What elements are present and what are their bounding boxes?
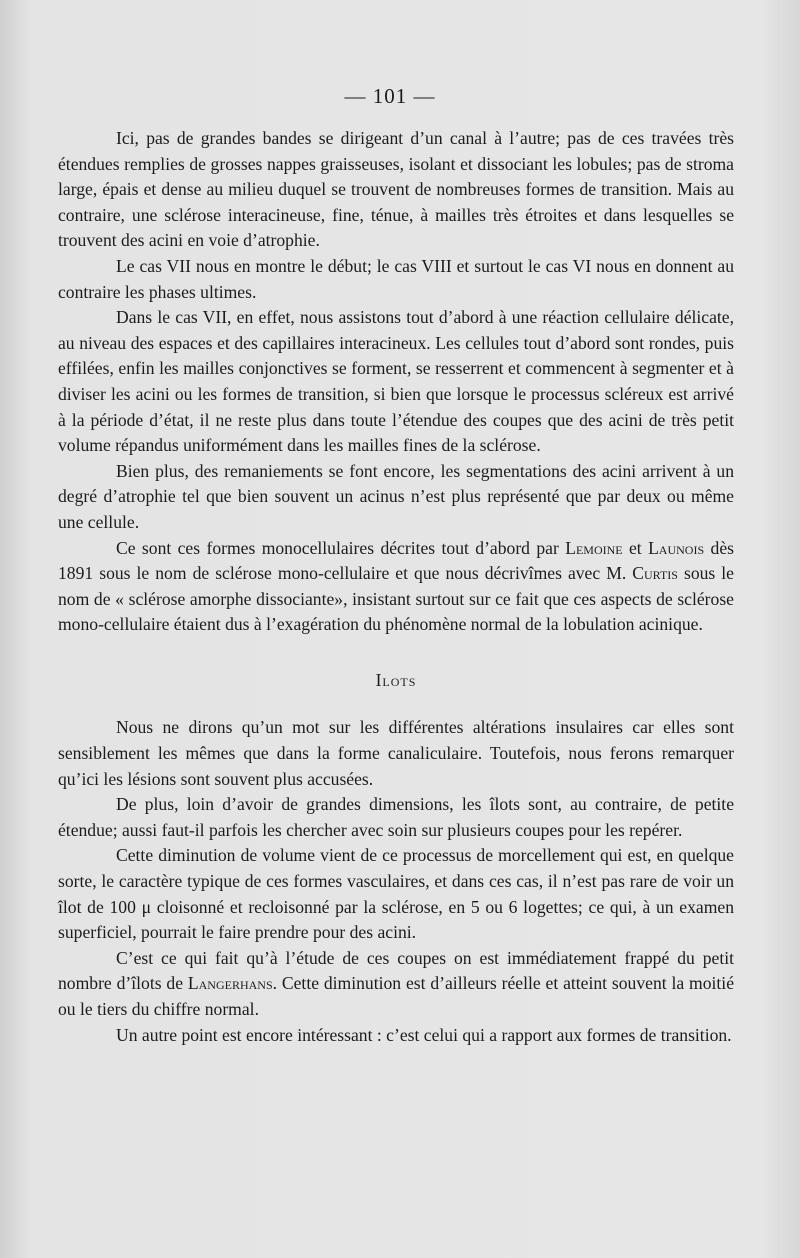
author-name-langerhans: Langerhans [187, 973, 273, 994]
paragraph-9-text-2: . Cette diminution est d’ailleurs réelle et atteint souvent la moitié ou le tiers du chiffre normal. [58, 973, 734, 1019]
paragraph-5 [58, 536, 734, 638]
paragraph-5-text-2: et [622, 537, 649, 558]
paragraph-3: Dans le cas VII, en effet, nous assistons tout d’abord à une réaction cellulaire délicate, au niveau des espaces et des capillaires interacineux. Les cellules tout d’abord sont rondes, puis effilées, enfin les mailles conjonctives se forment, se resserrent et commencent à segmenter et à diviser les acini ou les formes de transition, si bien que lorsque le processus scléreux est arrivé à la période d’état, il ne reste plus dans toute l’étendue des coupes que des acini de très petit volume répandus uniformément dans les mailles fines de la sclérose. [58, 307, 734, 456]
paragraph-2: Le cas VII nous en montre le début; le cas VIII et surtout le cas VI nous en donnent au contraire les phases ultimes. [58, 255, 734, 302]
paragraph-5-text-4: sous le nom de « sclérose amorphe dissociante», insistant surtout sur ce fait que ces aspects de sclérose mono-cellulaire étaient dus à l’exagération du phénomène normal de la lobulation acinique. [58, 563, 734, 635]
paragraph-10: Un autre point est encore intéressant : c’est celui qui a rapport aux formes de transition. [116, 1024, 732, 1045]
paragraph-9-text-1: C’est ce qui fait qu’à l’étude de ces coupes on est immédiatement frappé du petit nombre d’îlots de [58, 947, 734, 994]
section-heading: Ilots [375, 669, 417, 690]
paragraph-4: Bien plus, des remaniements se font encore, les segmentations des acini arrivent à un degré d’atrophie tel que bien souvent un acinus n’est plus représenté que par deux ou même une cellule. [58, 460, 734, 532]
page-number: — 101 — [344, 84, 436, 108]
paragraph-8: Cette diminution de volume vient de ce processus de morcellement qui est, en quelque sorte, le caractère typique de ces formes vasculaires, et dans ces cas, il n’est pas rare de voir un îlot de 100 μ cloisonné et recloisonné par la sclérose, en 5 ou 6 logettes; ce qui, à un examen superficiel, pourrait le faire prendre pour des acini. [58, 845, 734, 943]
paragraph-7: De plus, loin d’avoir de grandes dimensions, les îlots sont, au contraire, de petite étendue; aussi faut-il parfois les chercher avec soin sur plusieurs coupes pour les repérer. [58, 794, 734, 840]
author-name-lemoine: Lemoine [565, 537, 623, 558]
paragraph-1: Ici, pas de grandes bandes se dirigeant d’un canal à l’autre; pas de ces travées très étendues remplies de grosses nappes graisseuses, isolant et dissociant les lobules; pas de stroma large, épais et dense au milieu duquel se trouvent de nombreuses formes de transition. Mais au contraire, une sclérose interacineuse, fine, ténue, à mailles très étroites et dans lesquelles se trouvent des acini en voie d’atrophie. [58, 128, 734, 251]
paragraph-6: Nous ne dirons qu’un mot sur les différentes altérations insulaires car elles sont sensiblement les mêmes que dans la forme canaliculaire. Toutefois, nous ferons remarquer qu’ici les lésions sont souvent plus accusées. [58, 717, 734, 789]
paragraph-5-text-3: dès 1891 sous le nom de sclérose mono-cellulaire et que nous décrivîmes avec M. [58, 537, 734, 584]
page-body [58, 126, 734, 1048]
author-name-launois: Launois [648, 537, 705, 558]
paragraph-9 [58, 946, 734, 1023]
paragraph-5-text-1: Ce sont ces formes monocellulaires décrites tout d’abord par [116, 537, 566, 558]
author-name-curtis: Curtis [632, 563, 678, 584]
